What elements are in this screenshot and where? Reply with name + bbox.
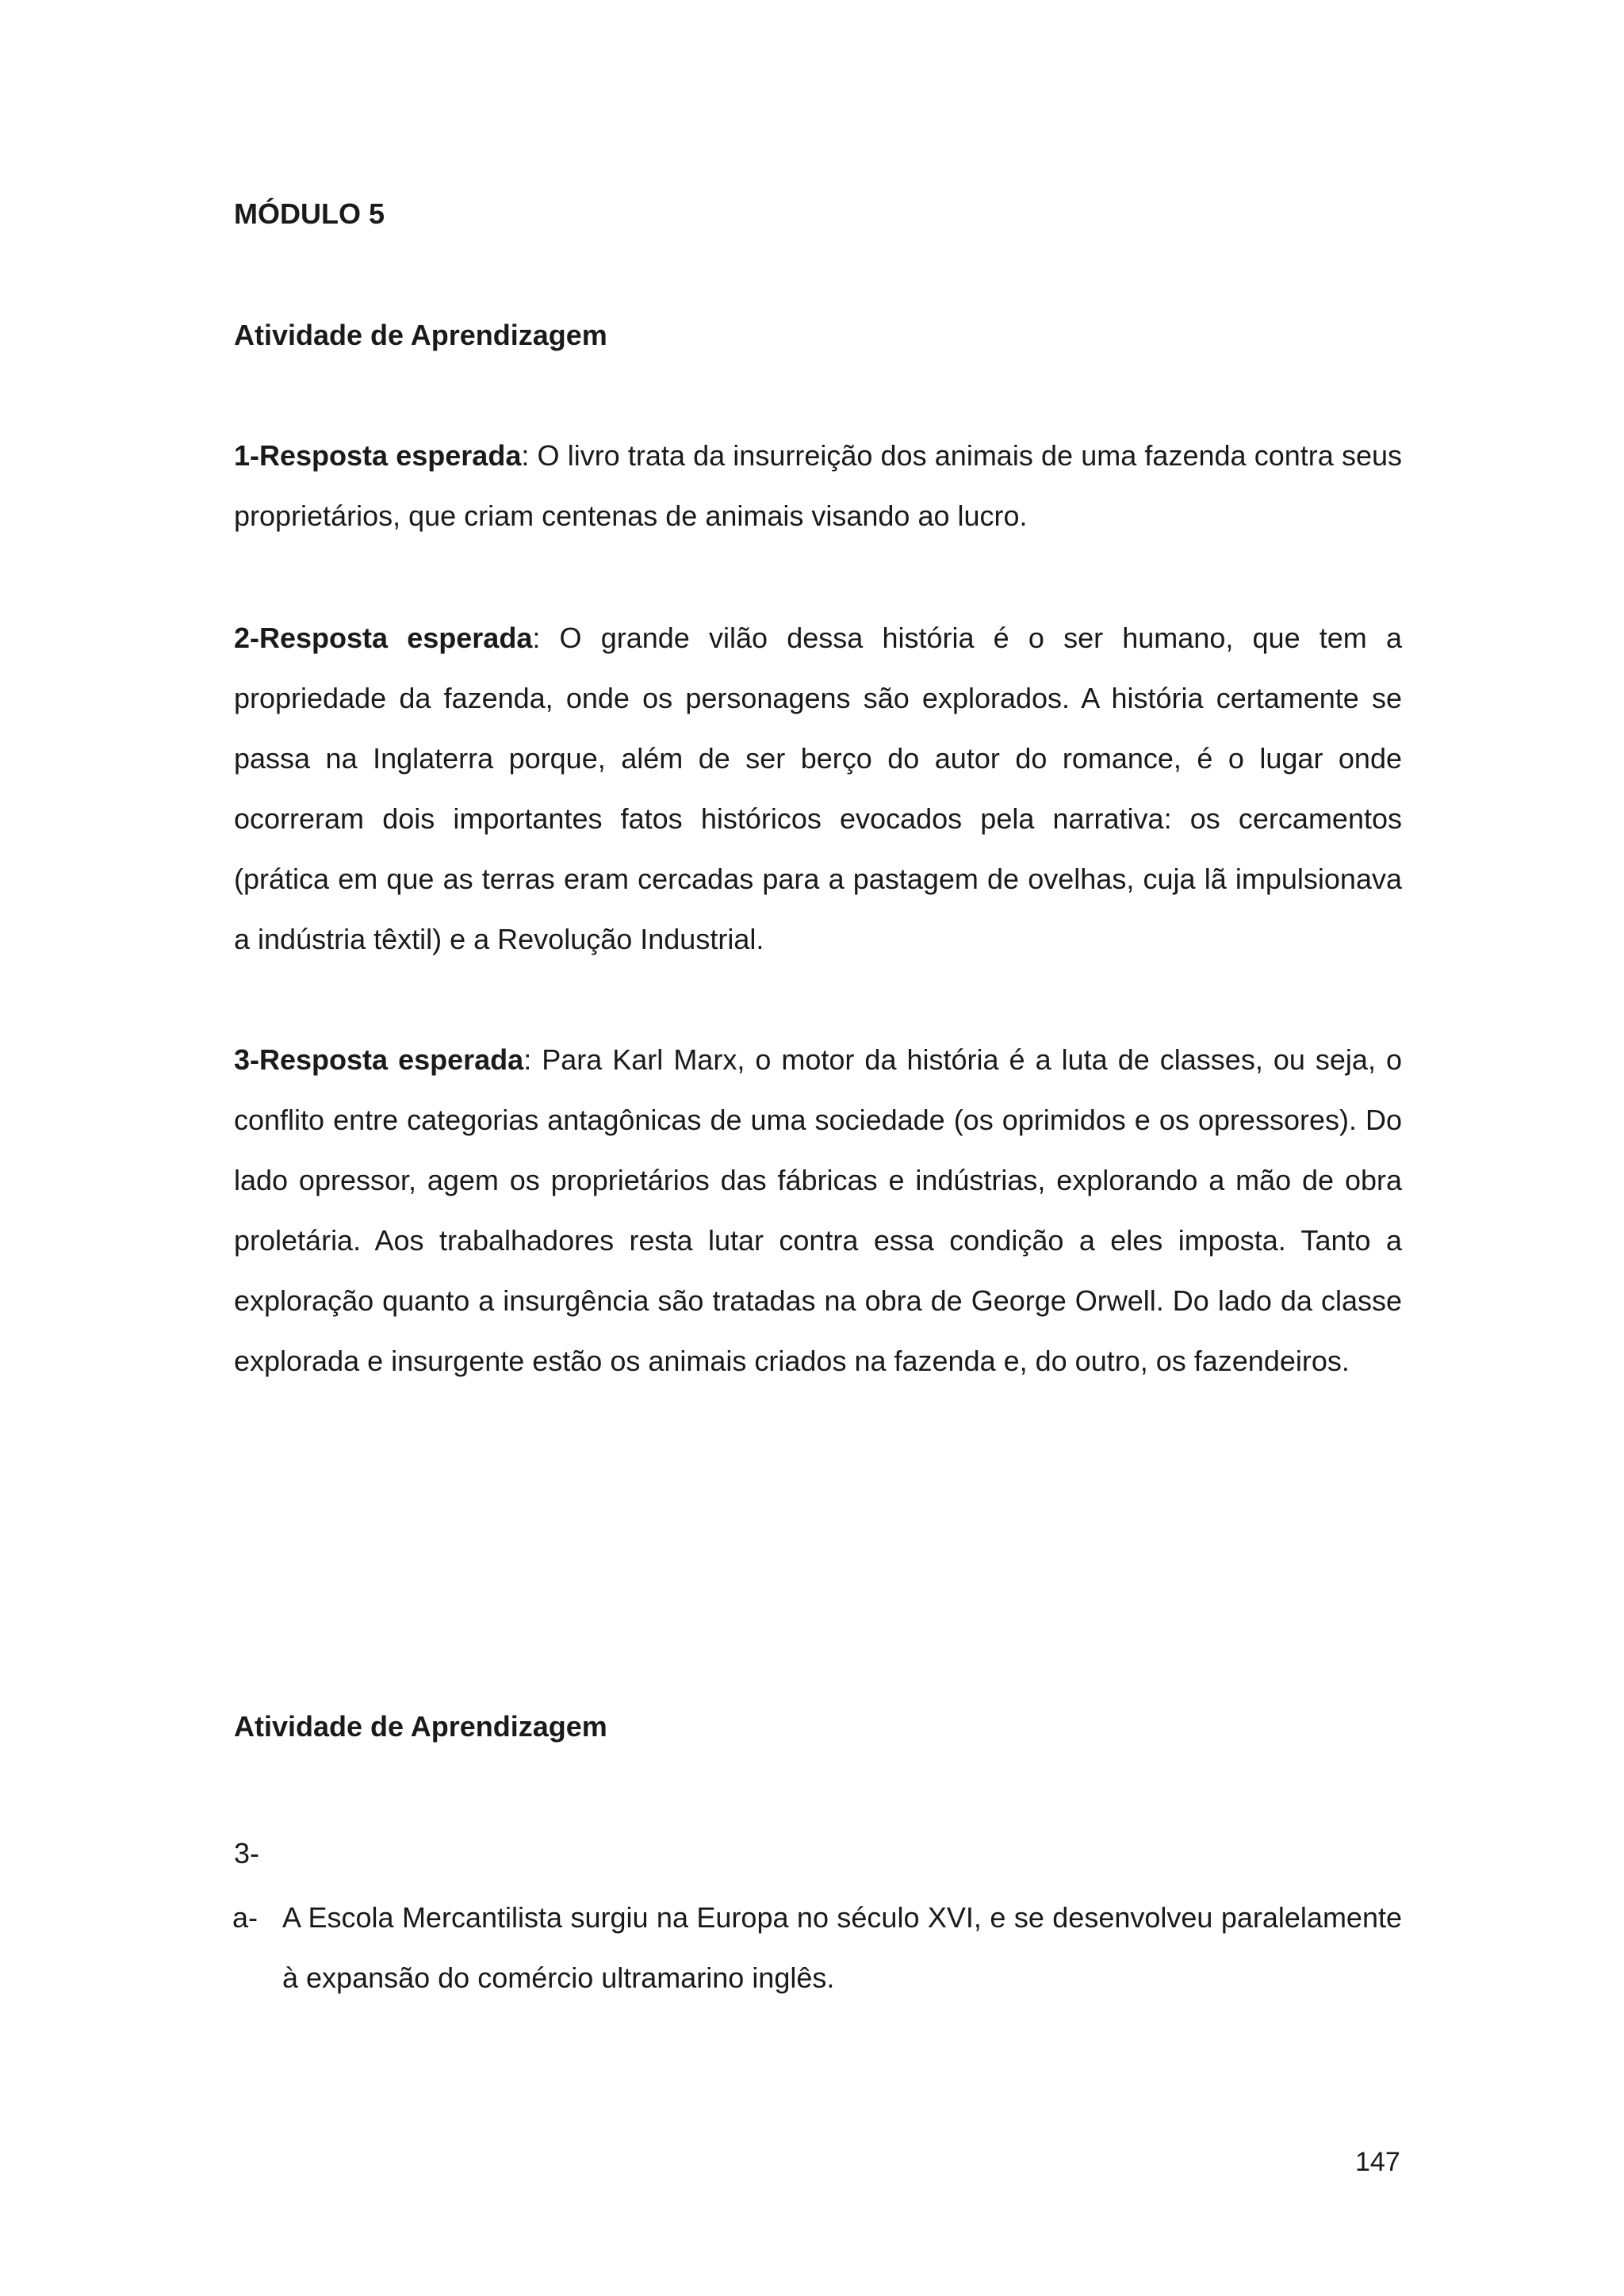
answer-2	[234, 608, 1402, 970]
question-number: 3-	[234, 1837, 260, 1869]
answer-3-text: : Para Karl Marx, o motor da história é a luta de classes, ou seja, o conflito entre categorias antagônicas de uma sociedade (os oprimidos e os opressores). Do lado opressor, agem os proprietários das fábricas e indústrias, explorando a mão de obra proletária. Aos trabalhadores resta lutar contra essa condição a eles imposta. Tanto a exploração quanto a insurgência são tratadas na obra de George Orwell. Do lado da classe explorada e insurgente estão os animais criados na fazenda e, do outro, os fazendeiros.	[234, 1043, 1402, 1377]
answer-2-text: : O grande vilão dessa história é o ser humano, que tem a propriedade da fazenda, onde os personagens são explorados. A história certamente se passa na Inglaterra porque, além de ser berço do autor do romance, é o lugar onde ocorreram dois importantes fatos históricos evocados pela narrativa: os cercamentos (prática em que as terras eram cercadas para a pastagem de ovelhas, cuja lã impulsionava a indústria têxtil) e a Revolução Industrial.	[234, 622, 1402, 955]
module-title: MÓDULO 5	[234, 197, 385, 230]
section-heading-2: Atividade de Aprendizagem	[234, 1710, 607, 1743]
answer-3	[234, 1030, 1402, 1391]
section-heading-1: Atividade de Aprendizagem	[234, 319, 607, 351]
answer-1-label: 1-Resposta esperada	[234, 439, 522, 472]
list-item-text: A Escola Mercantilista surgiu na Europa no século XVI, e se desenvolveu paralelamente à expansão do comércio ultramarino inglês.	[282, 1901, 1402, 1994]
answer-1-text: : O livro trata da insurreição dos animais de uma fazenda contra seus proprietários, que criam centenas de animais visando ao lucro.	[234, 439, 1402, 532]
answer-2-label: 2-Resposta esperada	[234, 622, 533, 654]
list-item-a	[232, 1888, 1402, 2008]
list-item-marker: a-	[232, 1901, 259, 1934]
page-number: 147	[1355, 2147, 1400, 2177]
answer-3-label: 3-Resposta esperada	[234, 1043, 524, 1076]
answer-1	[234, 426, 1402, 546]
